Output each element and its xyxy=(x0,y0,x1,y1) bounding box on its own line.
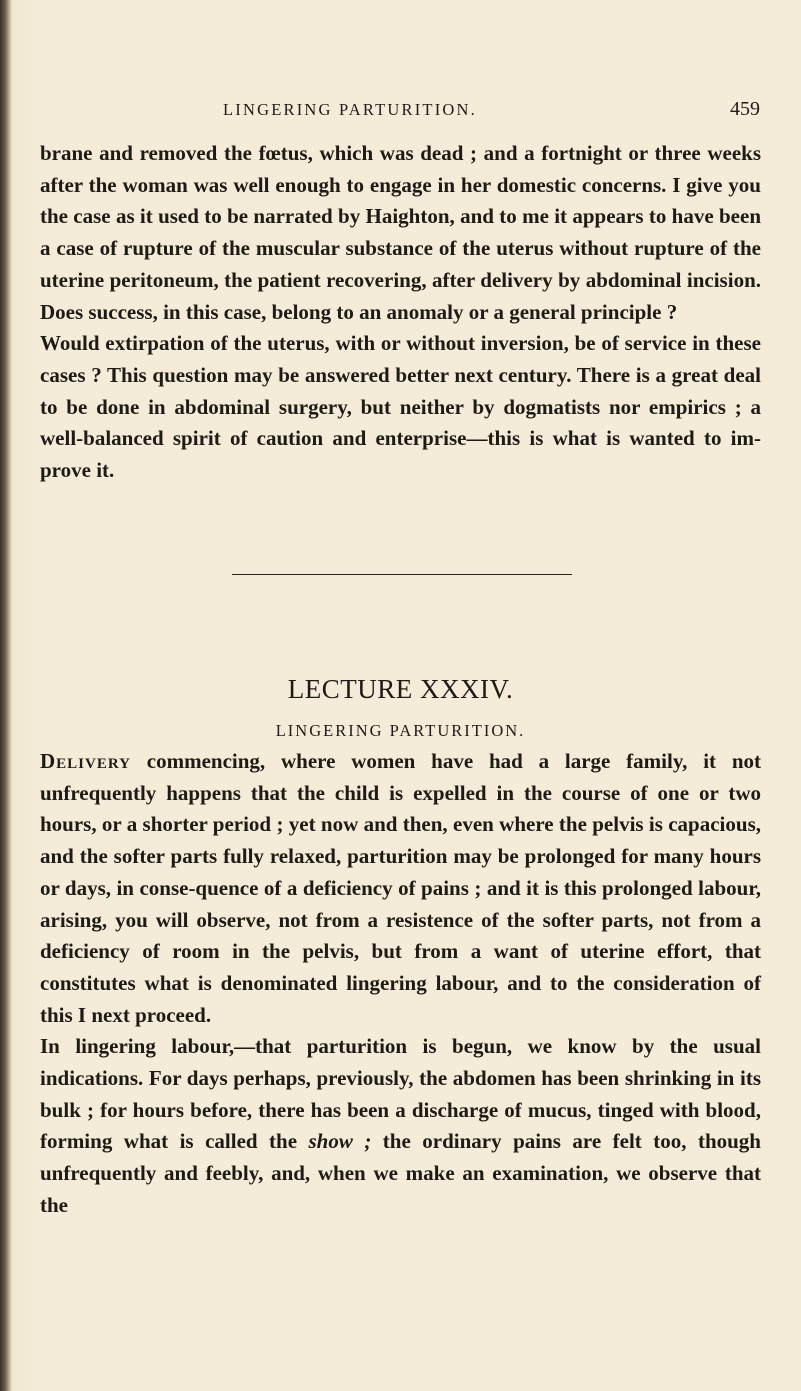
running-head xyxy=(40,100,760,126)
section-title: LINGERING PARTURITION. xyxy=(275,721,526,740)
lecture-body xyxy=(40,746,761,1222)
drop-lead-word: Delivery xyxy=(40,749,131,773)
emphasis-text: show ; xyxy=(308,1129,372,1154)
section-divider xyxy=(232,574,572,575)
lecture-title: LECTURE XXXIV. xyxy=(287,674,514,704)
paragraph-text: commencing, where women have had a large family, it not unfrequently happens that the child is expelled in the course of one or two hours, or a shorter period ; yet now and then, even where the pelvis is capacious, and the softer parts fully relaxed, parturition may be prolonged for many hours or days, in conse-quence of a deficiency of pains ; and it is this prolonged labour, arising, you will observe, not from a resistence of the softer parts, not from a deficiency of room in the pelvis, but from a want of uterine effort, that constitutes what is denominated lingering labour, and to the consideration of this I next proceed. xyxy=(40,749,761,1027)
paragraph xyxy=(40,1031,761,1221)
page-number: 459 xyxy=(730,98,760,120)
paragraph-text: In lingering labour,—that parturition is begun, we know by the usual indications. For days perhaps, previously, the abdomen has been shrinking in its bulk ; for hours before, there has been a discharge of mucus, tinged with blood, forming what is called the xyxy=(40,1034,761,1154)
continuation-text xyxy=(40,138,761,487)
paragraph xyxy=(40,746,761,1031)
paragraph: brane and removed the fœtus, which was dead ; and a fortnight or three weeks after the woman was well enough to engage in her domestic concerns. I give you the case as it used to be narrated by Haighton, and to me it appears to have been a case of rupture of the muscular substance of the uterus without rupture of the uterine peritoneum, the patient recovering, after delivery by abdominal incision. Does success, in this case, belong to an anomaly or a general principle ? xyxy=(40,141,761,324)
paragraph xyxy=(40,328,761,487)
paragraph-text: the ordinary pains are felt too, though unfrequently and feebly, and, when we make an examination, we observe that the xyxy=(40,1129,761,1217)
running-head-title: LINGERING PARTURITION. xyxy=(223,100,477,119)
paragraph-text: Would extirpation of the uterus, with or without inversion, be of service in these cases ? This question may be answered better next century. There is a great deal to be done in abdominal surgery, but neither by dogmatists nor empirics ; a well-balanced spirit of caution and enterprise—this is what is wanted to im-prove it. xyxy=(40,331,761,483)
